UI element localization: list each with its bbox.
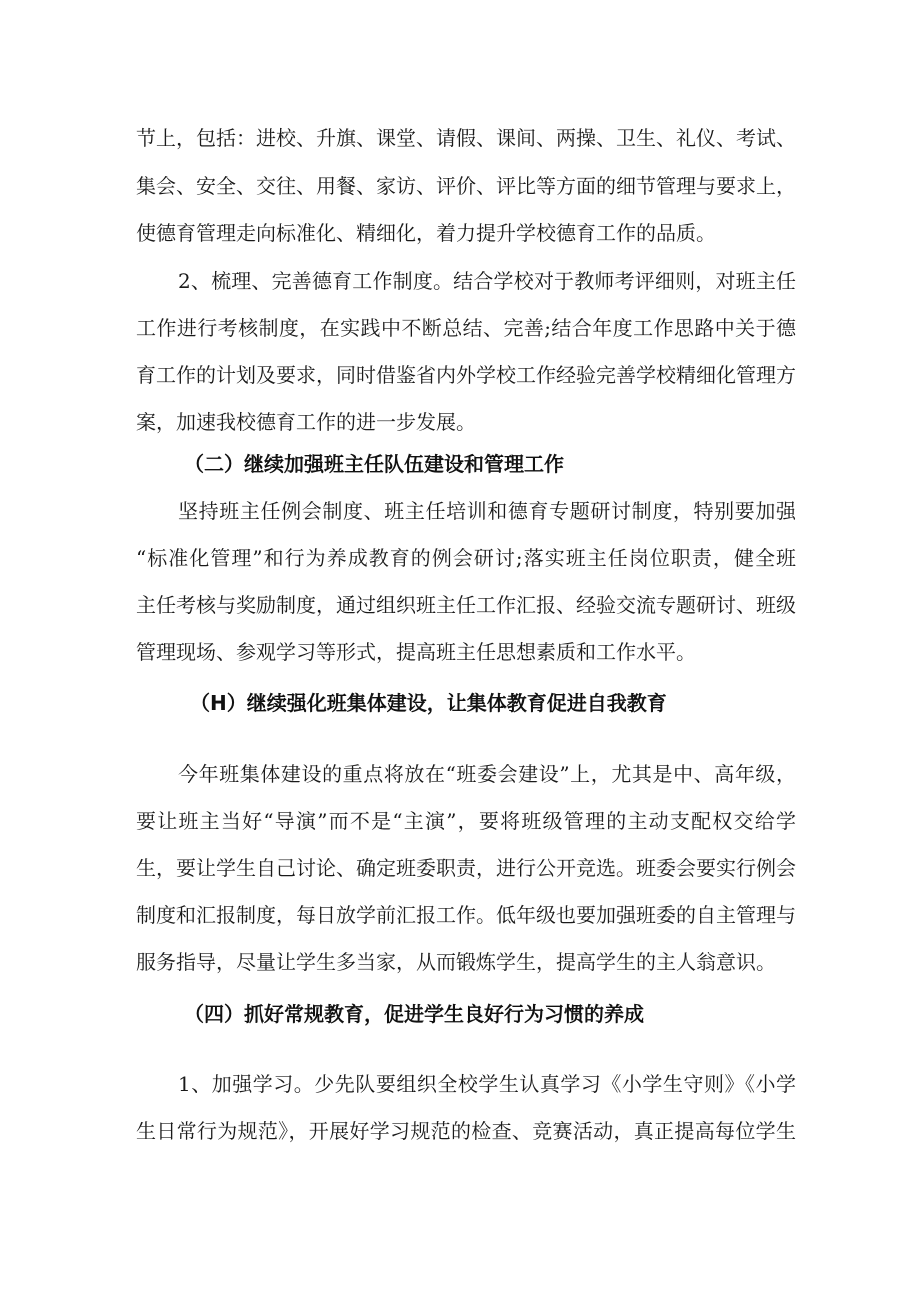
- paragraph-line: 2、梳理、完善德育工作制度。结合学校对于教师考评细则，对班主任: [178, 269, 796, 293]
- paragraph-line: 生，要让学生自己讨论、确定班委职责，进行公开竞选。班委会要实行例会: [136, 856, 796, 880]
- paragraph-line: 要让班主当好“导演”而不是“主演”，要将班级管理的主动支配权交给学: [136, 809, 796, 833]
- section-heading: （四）抓好常规教育，促进学生良好行为习惯的养成: [184, 1002, 644, 1026]
- paragraph-line: 育工作的计划及要求，同时借鉴省内外学校工作经验完善学校精细化管理方: [136, 363, 796, 387]
- paragraph-line: 工作进行考核制度，在实践中不断总结、完善;结合年度工作思路中关于德: [136, 316, 796, 340]
- paragraph-line: 坚持班主任例会制度、班主任培训和德育专题研讨制度，特别要加强: [178, 499, 796, 523]
- paragraph-line: 集会、安全、交往、用餐、家访、评价、评比等方面的细节管理与要求上，: [136, 174, 796, 198]
- paragraph-line: 管理现场、参观学习等形式，提高班主任思想素质和工作水平。: [136, 640, 696, 664]
- paragraph-line: 制度和汇报制度，每日放学前汇报工作。低年级也要加强班委的自主管理与: [136, 903, 796, 927]
- section-heading: （二）继续加强班主任队伍建设和管理工作: [184, 452, 564, 476]
- paragraph-line: 生日常行为规范》，开展好学习规范的检查、竞赛活动，真正提高每位学生: [136, 1119, 796, 1143]
- paragraph-line: 今年班集体建设的重点将放在“班委会建设”上，尤其是中、高年级，: [178, 762, 796, 786]
- paragraph-line: 1、加强学习。少先队要组织全校学生认真学习《小学生守则》《小学: [178, 1072, 796, 1096]
- paragraph-line: 案，加速我校德育工作的进一步发展。: [136, 410, 476, 434]
- paragraph-line: 主任考核与奖励制度，通过组织班主任工作汇报、经验交流专题研讨、班级: [136, 593, 796, 617]
- paragraph-line: 使德育管理走向标准化、精细化，着力提升学校德育工作的品质。: [136, 221, 716, 245]
- section-heading: （H）继续强化班集体建设，让集体教育促进自我教育: [190, 691, 667, 715]
- paragraph-line: 节上，包括：进校、升旗、课堂、请假、课间、两操、卫生、礼仪、考试、: [136, 126, 796, 150]
- paragraph-line: 服务指导，尽量让学生多当家，从而锻炼学生，提高学生的主人翁意识。: [136, 950, 776, 974]
- paragraph-line: “标准化管理”和行为养成教育的例会研讨;落实班主任岗位职责，健全班: [136, 546, 796, 570]
